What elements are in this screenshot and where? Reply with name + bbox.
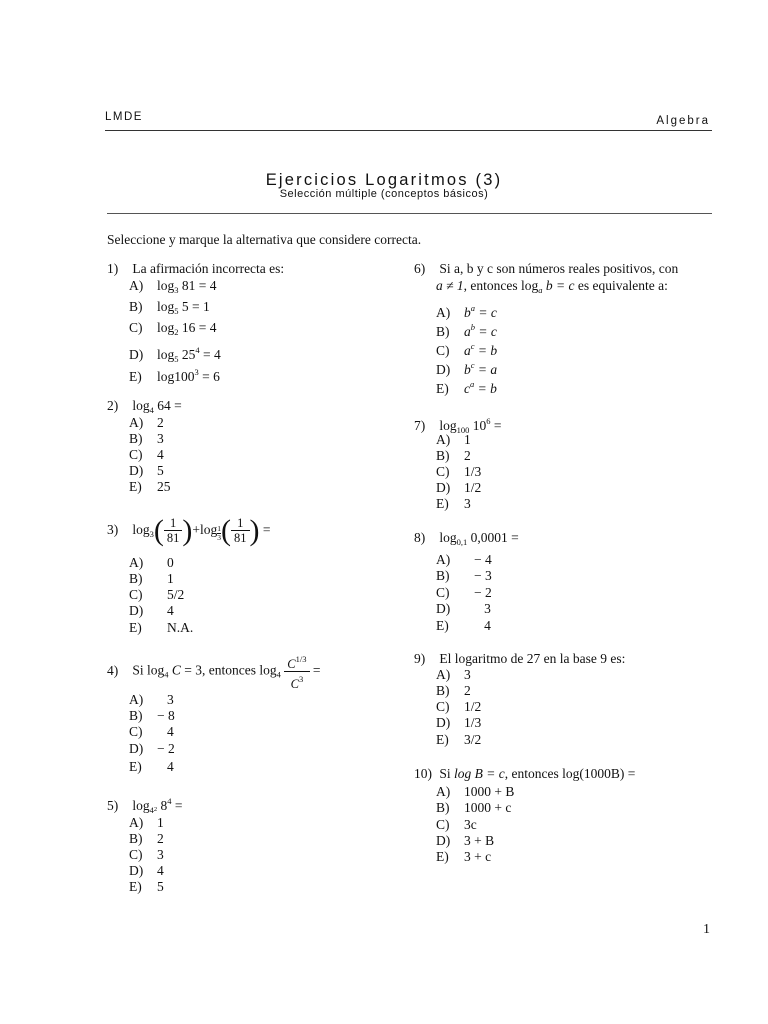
- page-subtitle: Selección múltiple (conceptos básicos): [279, 188, 489, 200]
- q1-option-e: E) $\log 100^3 = 6$: [129, 367, 220, 384]
- q3-option-d: D) 4: [129, 603, 174, 618]
- q10-option-d: D) 3 + B: [436, 833, 495, 848]
- q7-option-e: E) 3: [436, 496, 471, 511]
- header-right: Algebra: [656, 115, 710, 127]
- q1-option-a: A) $\log_3 81 = 4$: [129, 278, 217, 295]
- q9-option-c: C) 1/2: [436, 699, 482, 714]
- header-left: LMDE: [105, 111, 143, 123]
- q6-option-b: B) $a^b = c$: [436, 322, 497, 339]
- q7-option-c: C) 1/3: [436, 464, 482, 479]
- q7-option-d: D) 1/2: [436, 480, 482, 495]
- q8-option-a: A) − 4: [436, 552, 492, 567]
- q4-option-e: E) 4: [129, 759, 174, 774]
- q8-option-d: D) 3: [436, 601, 491, 616]
- instruction: Seleccione y marque la alternativa que considere correcta.: [107, 232, 422, 247]
- q3-base-fraction: $\frac{1}{3}$: [217, 524, 222, 542]
- q2-option-c: C) 4: [129, 447, 164, 462]
- q4-option-c: C) 4: [129, 724, 174, 739]
- q8-option-b: B) − 3: [436, 568, 492, 583]
- q4-option-d: D) − 2: [129, 741, 175, 756]
- q1-option-b: B) $\log_5 5 = 1$: [129, 299, 210, 316]
- q6-option-e: E) $c^a = b$: [436, 379, 497, 396]
- question-8: 8) $\log_{0,1} 0,0001$ =: [414, 530, 519, 547]
- q2-option-d: D) 5: [129, 463, 164, 478]
- q5-option-e: E) 5: [129, 879, 164, 894]
- question-3: 3) $\log_3$( $\frac{1}{81}$ )+log $\frac{1}{3}$ ( $\frac{1}{81}$ ) =: [107, 513, 271, 547]
- q4-option-b: B) − 8: [129, 708, 175, 723]
- q10-option-e: E) 3 + c: [436, 849, 492, 864]
- q8-option-c: C) − 2: [436, 585, 492, 600]
- q10-option-a: A) 1000 + B: [436, 784, 515, 799]
- q2-option-e: E) 25: [129, 479, 171, 494]
- q1-option-d: D) $\log_5 25^4 = 4$: [129, 345, 221, 364]
- question-7: 7) $\log_{100} 10^6$ =: [414, 416, 502, 435]
- question-1: 1) La afirmación incorrecta es:: [107, 261, 285, 276]
- q10-option-c: C) 3c: [436, 817, 477, 832]
- q2-option-b: B) 3: [129, 431, 164, 446]
- q7-option-b: B) 2: [436, 448, 471, 463]
- question-4: 4) Si $\log_4 C = 3$, entonces $\log_4$ $\frac{C^{1/3}}{C^3}$ =: [107, 654, 321, 691]
- title-divider: [107, 213, 712, 214]
- q5-option-d: D) 4: [129, 863, 164, 878]
- q10-option-b: B) 1000 + c: [436, 800, 512, 815]
- q9-option-e: E) 3/2: [436, 732, 482, 747]
- q6-option-d: D) $b^c = a$: [436, 360, 498, 377]
- q9-option-a: A) 3: [436, 667, 471, 682]
- q2-option-a: A) 2: [129, 415, 164, 430]
- question-2: 2) $\log_4 64$ =: [107, 398, 182, 415]
- question-9: 9) El logaritmo de 27 en la base 9 es:: [414, 651, 626, 666]
- q5-option-a: A) 1: [129, 815, 164, 830]
- q4-fraction: $\frac{C^{1/3}}{C^3}$: [284, 652, 309, 691]
- header-divider: [105, 130, 712, 131]
- q5-option-b: B) 2: [129, 831, 164, 846]
- q8-option-e: E) 4: [436, 618, 491, 633]
- q6-option-c: C) $a^c = b$: [436, 341, 498, 358]
- q3-fraction-2: $\frac{1}{81}$: [231, 516, 250, 545]
- q5-option-c: C) 3: [129, 847, 164, 862]
- q4-option-a: A) 3: [129, 692, 174, 707]
- q3-option-a: A) 0: [129, 555, 174, 570]
- q1-option-c: C) $\log_2 16 = 4$: [129, 320, 217, 337]
- q6-option-a: A) $b^a = c$: [436, 303, 497, 320]
- question-6: 6) Si a, b y c son números reales positivos, con: [414, 261, 679, 276]
- page-title: Ejercicios Logaritmos (3): [265, 171, 503, 189]
- q6-condition: a ≠ 1, entonces $\log_a b = c$ es equivalente a:: [436, 278, 668, 295]
- q3-option-c: C) 5/2: [129, 587, 185, 602]
- page-number: 1: [703, 922, 710, 937]
- q3-option-e: E) N.A.: [129, 620, 194, 635]
- q3-fraction-1: $\frac{1}{81}$: [164, 516, 183, 545]
- q7-option-a: A) 1: [436, 432, 471, 447]
- q9-option-b: B) 2: [436, 683, 471, 698]
- q9-option-d: D) 1/3: [436, 715, 482, 730]
- question-5: 5) $\log_42$ $8^4$ =: [107, 796, 183, 815]
- question-10: 10) Si log B = c, entonces log(1000B) =: [414, 766, 636, 781]
- q3-option-b: B) 1: [129, 571, 174, 586]
